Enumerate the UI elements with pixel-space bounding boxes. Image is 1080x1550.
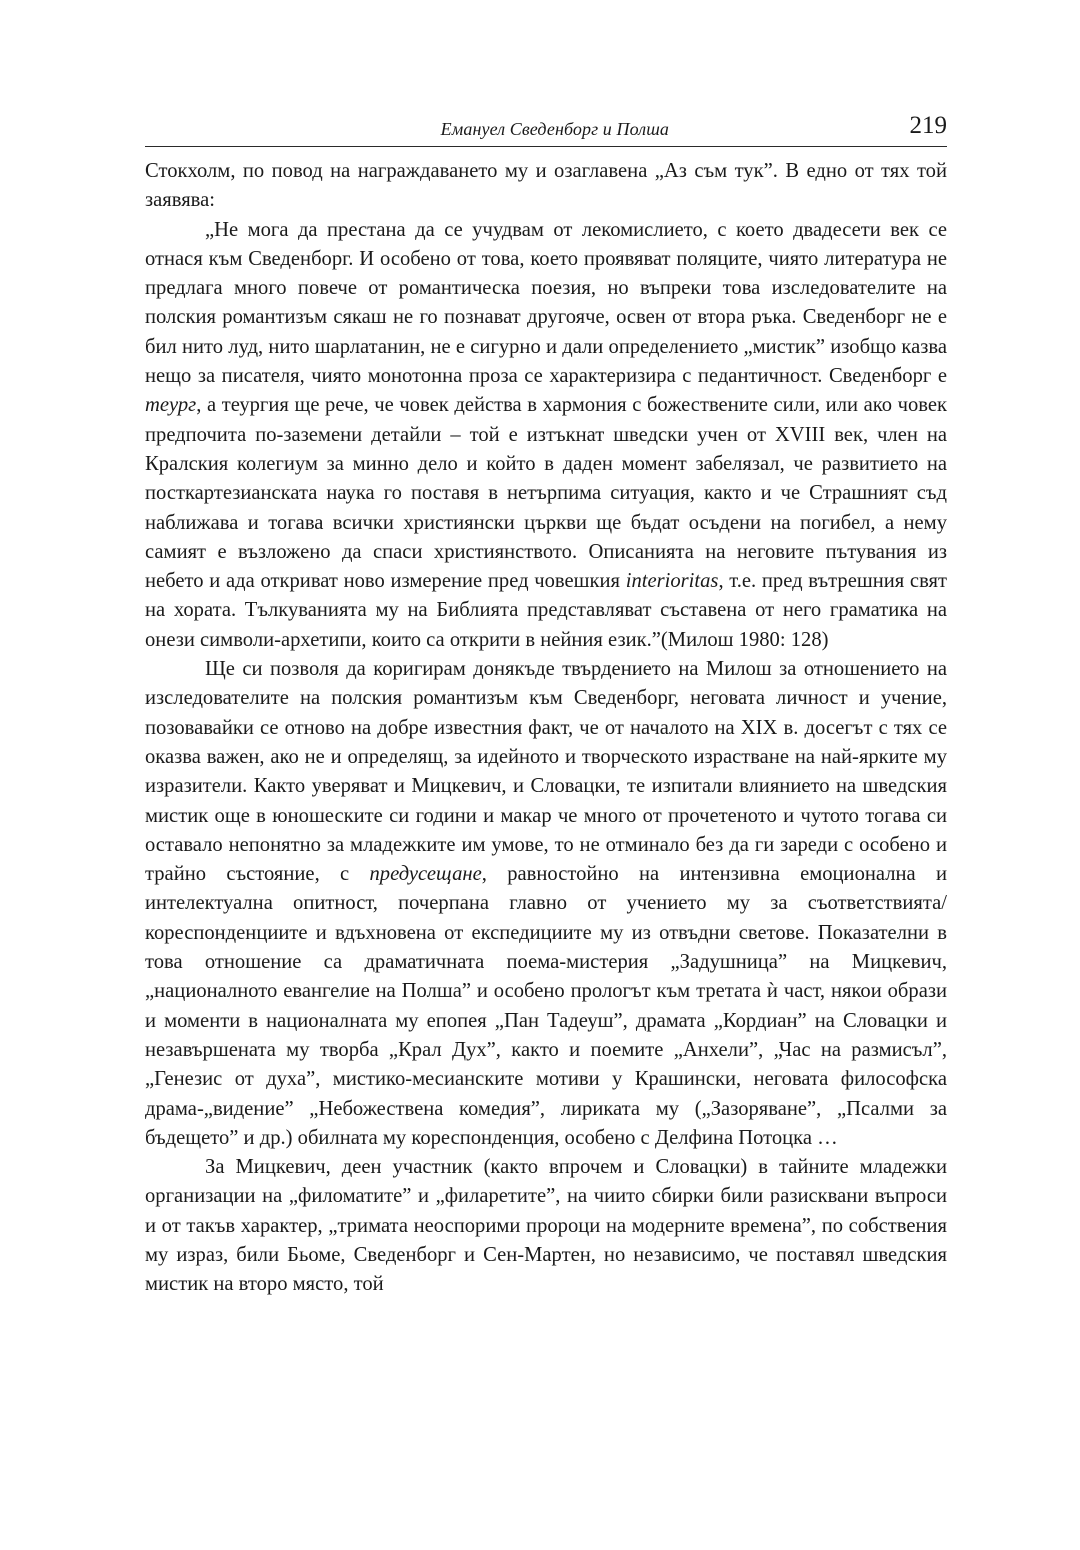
quote-text-c: , а теургия ще рече, че човек действа в хармония с божествените сили, или ако човек предпочита по-заземени детайли – той е изтъкнат шведски учен от XVIII век, член на Кралския колегиум за минно дело и който в даден момент забелязал, че развитието на посткартезианската наука го поставя в нетърпима ситуация, както и че Страшният съд наближава и тогава всички християнски църкви ще бъдат осъдени на погибел, а нему самият е възложено да спаси християнството. Описанията на неговите пътувания из небето и ада откриват ново измерение пред човешкия bbox=[145, 394, 947, 593]
paragraph-3-text-c: , равностойно на интензивна емоционална и интелектуална опитност, почерпана главно от учението му за съответствията/кореспонденциите и вдъхновена от експедициите му из отвъдни светове. Показателни в това отношение са драматичната поема-мистерия „Задушница” на Мицкевич, „националното евангелие на Полша” и особено прологът към третата ѝ част, някои образи и моменти в националната му епопея „Пан Тадеуш”, драмата „Кордиан” на Словацки и незавършената му творба „Крал Дух”, както и поемите „Анхели”, „Час на размисъл”, „Генезис от духа”, мистико-месианските мотиви у Крашински, неговата философска драма-„видение” „Небожествена комедия”, лириката му („Зазоряване”, „Псалми за бъдещето” и др.) обилната му кореспонденция, особено с Делфина Потоцка … bbox=[145, 863, 947, 1149]
quote-italic-theurg: теург bbox=[145, 394, 197, 417]
paragraph-1 bbox=[145, 157, 947, 216]
quote-italic-interioritas: interioritas bbox=[625, 570, 719, 593]
running-header bbox=[145, 112, 947, 147]
quote-text-e: , т.е. пред вътрешния свят на хората. Тълкуванията му на Библията представляват съставена от него граматика на онези символи-архетипи, които са открити в нейния език.”(Милош 1980: 128) bbox=[145, 570, 947, 651]
paragraph-4-text: За Мицкевич, деен участник (както впрочем и Словацки) в тайните младежки организации на „филоматите” и „филаретите”, на чиито сбирки били разисквани въпроси и от такъв характер, „тримата неоспорими пророци на модерните времена”, по собствения му израз, били Бьоме, Сведенборг и Сен-Мартен, но независимо, че поставял шведския мистик на второ място, той bbox=[145, 1156, 947, 1296]
paragraph-3-text-a: Ще си позволя да коригирам донякъде твърдението на Милош за отношението на изследователите на полския романтизъм към Сведенборг, неговата личност и учение, позовавайки се отново на добре известния факт, че от началото на XIX в. досегът с тях се оказва важен, ако не и определящ, за идейното и творческото израстване на най-ярките му изразители. Както уверяват и Мицкевич, и Словацки, те изпитали влиянието на шведския мистик още в юношеските си години и макар че много от прочетеното и чутото тогава си оставало непонятно за младежките им умове, то не отминало без да ги зареди с особено и трайно състояние, с bbox=[145, 658, 947, 886]
running-title: Емануел Сведенборг и Полша bbox=[440, 119, 669, 139]
quote-text-a: „Не мога да престана да се учудвам от лекомислието, с което двадесети век се отнася към Сведенборг. И особено от това, което проявяват поляците, чиято литература не предлага много повече от романтическа поезия, но въпреки това изследователите на полския романтизъм сякаш не го познават другояче, освен от втора ръка. Сведенборг не е бил нито луд, нито шарлатанин, не е сигурно и дали определението „мистик” изобщо казва нещо за писателя, чиято монотонна проза се характеризира с педантичност. Сведенборг е bbox=[145, 218, 947, 388]
paragraph-4 bbox=[145, 1153, 947, 1299]
page-number: 219 bbox=[909, 112, 947, 139]
paragraph-3-italic-predusestane: предусещане bbox=[369, 863, 482, 886]
paragraph-3 bbox=[145, 655, 947, 1153]
quotation-paragraph bbox=[145, 216, 947, 655]
body-text bbox=[145, 157, 947, 1300]
paragraph-1-text: Стокхолм, по повод на награждаването му и озаглавена „Аз съм тук”. В едно от тях той заявява: bbox=[145, 160, 947, 212]
